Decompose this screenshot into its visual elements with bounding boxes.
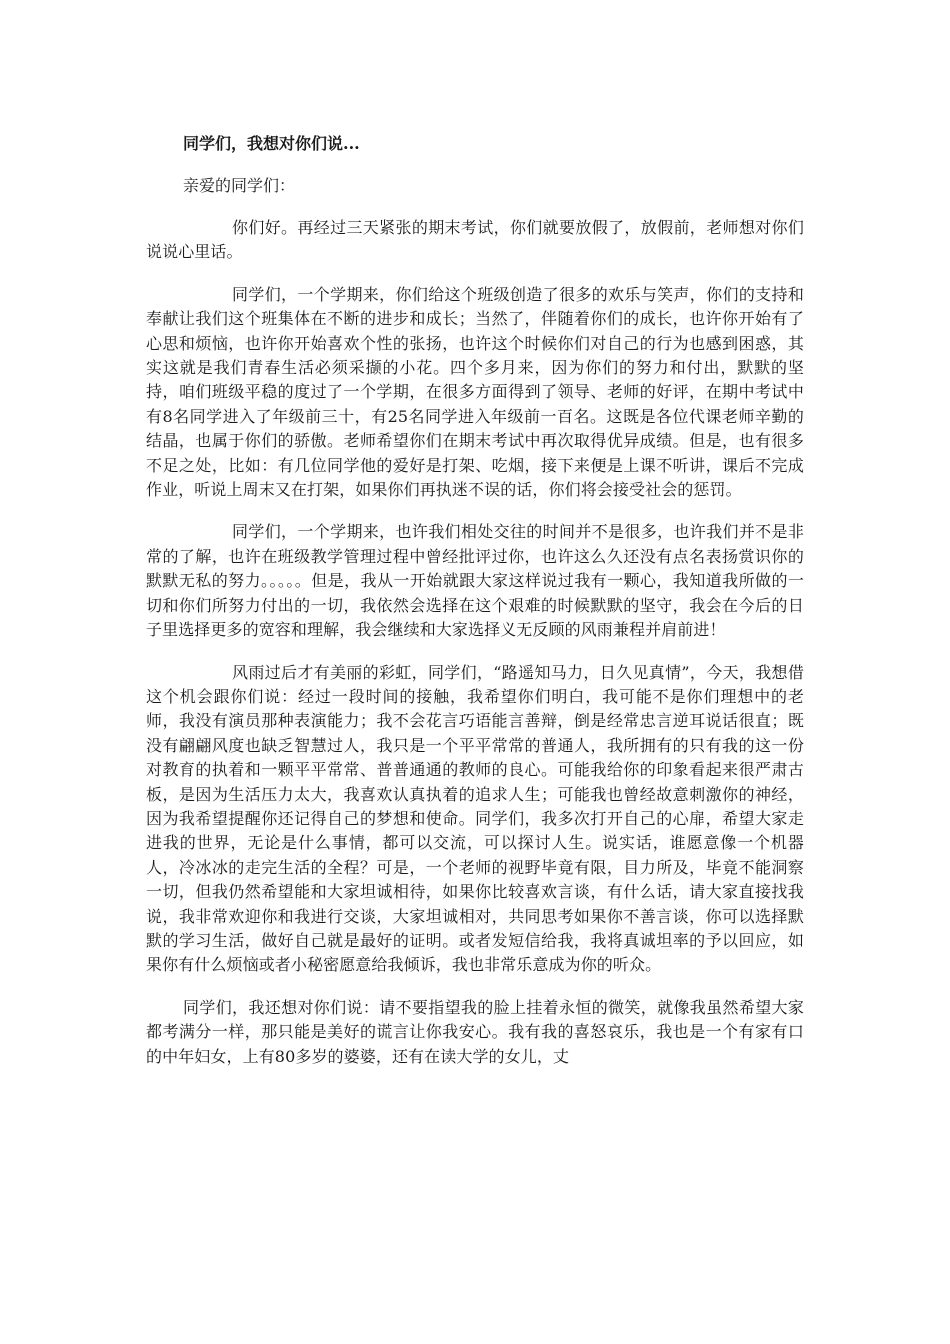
paragraph-open-communication: 风雨过后才有美丽的彩虹，同学们，“路遥知马力，日久见真情”，今天，我想借这个机会跟你们说：经过一段时间的接触，我希望你们明白，我可能不是你们理想中的老师，我没有演员那种表演能力；我不会花言巧语能言善辩，倒是经常忠言逆耳说话很直；既没有翩翩风度也缺乏智慧过人，我只是一个平平常常的普通人，我所拥有的只有我的这一份对教育的执着和一颗平平常常、普普通通的教师的良心。可能我给你的印象看起来很严肃古板，是因为生活压力太大，我喜欢认真执着的追求人生；可能我也曾经故意刺激你的神经，因为我希望提醒你还记得自己的梦想和使命。同学们，我多次打开自己的心扉，希望大家走进我的世界，无论是什么事情，都可以交流，可以探讨人生。说实话，谁愿意像一个机器人，冷冰冰的走完生活的全程？可是，一个老师的视野毕竟有限，目力所及，毕竟不能洞察一切，但我仍然希望能和大家坦诚相待，如果你比较喜欢言谈，有什么话，请大家直接找我说，我非常欢迎你和我进行交谈，大家坦诚相对，共同思考如果你不善言谈，你可以选择默默的学习生活，做好自己就是最好的证明。或者发短信给我，我将真诚坦率的予以回应，如果你有什么烦恼或者小秘密愿意给我倾诉，我也非常乐意成为你的听众。 xyxy=(146,662,804,975)
paragraph-semester-review: 同学们，一个学期来，你们给这个班级创造了很多的欢乐与笑声，你们的支持和奉献让我们这个班集体在不断的进步和成长；当然了，伴随着你们的成长，也许你开始有了心思和烦恼，也许你开始喜欢个性的张扬，也许这个时候你们对自己的行为也感到困惑，其实这就是我们青春生活必须采撷的小花。四个多月来，因为你们的努力和付出，默默的坚持，咱们班级平稳的度过了一个学期，在很多方面得到了领导、老师的好评，在期中考试中有8名同学进入了年级前三十，有25名同学进入年级前一百名。这既是各位代课老师辛勤的结晶，也属于你们的骄傲。老师希望你们在期末考试中再次取得优异成绩。但是，也有很多不足之处，比如：有几位同学他的爱好是打架、吃烟，接下来便是上课不听讲，课后不完成作业，听说上周末又在打架，如果你们再执迷不误的话，你们将会接受社会的惩罚。 xyxy=(146,284,804,500)
letter-title: 同学们，我想对你们说... xyxy=(183,134,360,153)
paragraph-personal-note: 同学们，我还想对你们说：请不要指望我的脸上挂着永恒的微笑，就像我虽然希望大家都考满分一样，那只能是美好的谎言让你我安心。我有我的喜怒哀乐，我也是一个有家有口的中年妇女，上有80多岁的婆婆，还有在读大学的女儿，丈 xyxy=(146,997,804,1066)
paragraph-commitment: 同学们，一个学期来，也许我们相处交往的时间并不是很多，也许我们并不是非常的了解，也许在班级教学管理过程中曾经批评过你，也许这么久还没有点名表扬赏识你的默默无私的努力。。。。。但是，我从一开始就跟大家这样说过我有一颗心，我知道我所做的一切和你们所努力付出的一切，我依然会选择在这个艰难的时候默默的坚守，我会在今后的日子里选择更多的宽容和理解，我会继续和大家选择义无反顾的风雨兼程并肩前进！ xyxy=(146,522,804,640)
paragraph-greeting: 你们好。再经过三天紧张的期末考试，你们就要放假了，放假前，老师想对你们说说心里话。 xyxy=(146,218,804,262)
letter-salutation: 亲爱的同学们： xyxy=(183,176,296,195)
letter-page xyxy=(146,120,804,1069)
